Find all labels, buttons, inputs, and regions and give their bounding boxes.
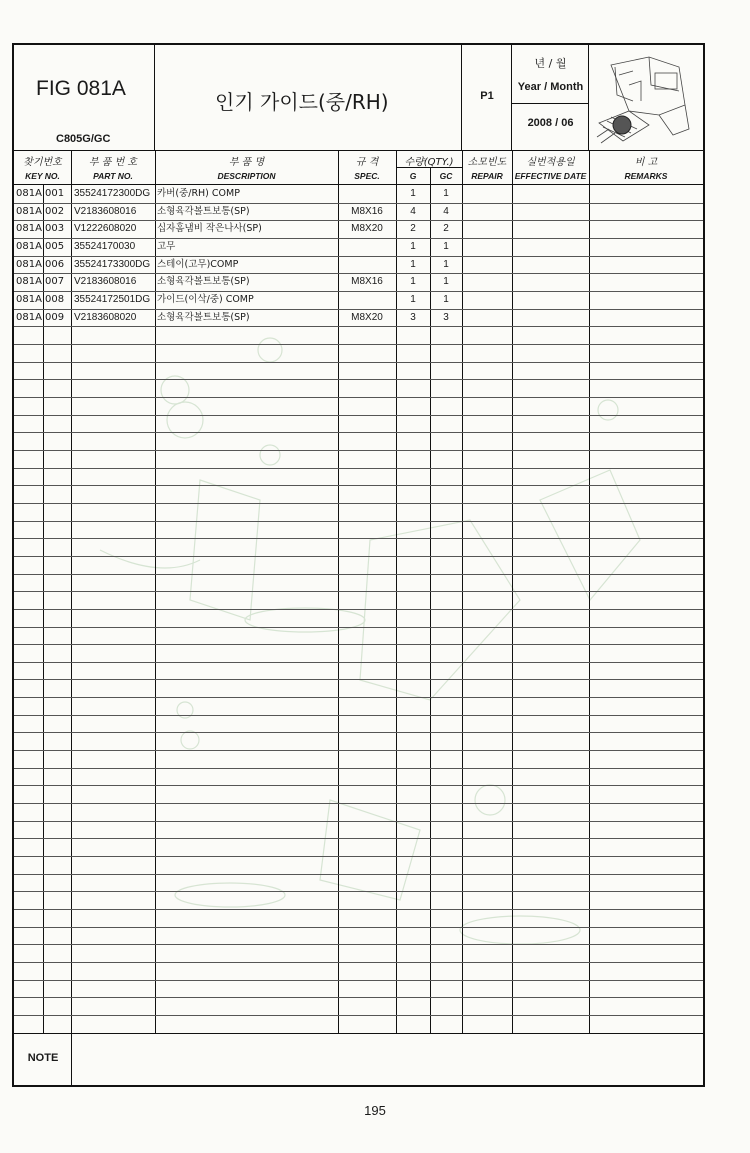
- figure-code: 081A: [16, 294, 42, 305]
- col-g: [396, 151, 430, 185]
- figure-code: 081A: [16, 206, 42, 217]
- part-number: V2183608016: [74, 206, 137, 217]
- table-row: [14, 203, 703, 220]
- col-desc-en: DESCRIPTION: [217, 171, 276, 181]
- qty-gc: 1: [443, 294, 449, 305]
- figure-code: 081A: [16, 223, 42, 234]
- col-desc-kr: 부 품 명: [228, 157, 265, 168]
- figure-code: 081A: [16, 312, 42, 323]
- qty-gc: 2: [443, 223, 449, 234]
- col-key-kr: 찾기번호: [23, 157, 62, 168]
- table-row: [14, 220, 703, 237]
- part-description: 소형육각볼트보통(SP): [157, 276, 250, 287]
- col-gc: [430, 151, 462, 185]
- qty-gc: 4: [443, 206, 449, 217]
- col-spec-kr: 규 격: [355, 157, 379, 168]
- qty-g: 4: [410, 206, 416, 217]
- figure-code: 081A: [16, 188, 42, 199]
- col-eff-kr: 실번적용일: [526, 157, 575, 168]
- year-month-cell: [512, 45, 589, 151]
- key-number: 007: [45, 276, 65, 287]
- part-description: 고무: [157, 241, 176, 252]
- table-row: [14, 185, 703, 202]
- part-description: 십자홈냄비 작은나사(SP): [157, 223, 262, 234]
- part-spec: [338, 238, 396, 255]
- col-desc: [155, 151, 338, 185]
- parts-list-sheet: [12, 43, 705, 1087]
- model-name: C805G/GC: [56, 133, 111, 145]
- key-number: 006: [45, 259, 65, 270]
- key-number: 005: [45, 241, 65, 252]
- note-label: NOTE: [27, 1052, 59, 1064]
- col-part-kr: 부 품 번 호: [88, 157, 138, 168]
- year-month-label-kr: 년 / 월: [534, 57, 567, 70]
- qty-g: 1: [410, 188, 416, 199]
- col-key-en: KEY NO.: [25, 171, 60, 181]
- part-description: 카버(중/RH) COMP: [157, 188, 240, 199]
- page-title: 인기 가이드(중/RH): [215, 90, 389, 114]
- col-repair-kr: 소모빈도: [467, 157, 507, 168]
- col-remarks-kr: 비 고: [634, 157, 658, 168]
- page-number: 195: [364, 1103, 386, 1118]
- qty-g: 1: [410, 294, 416, 305]
- part-spec: [338, 291, 396, 308]
- year-month-label-en: Year / Month: [517, 81, 584, 93]
- figure-code: 081A: [16, 276, 42, 287]
- table-row: [14, 291, 703, 308]
- col-part-en: PART NO.: [93, 171, 133, 181]
- part-description: 스테이(고무)COMP: [157, 259, 239, 270]
- key-number: 001: [45, 188, 65, 199]
- parts-table-body: [14, 185, 703, 1033]
- part-number: V2183608016: [74, 276, 137, 287]
- qty-g: 3: [410, 312, 416, 323]
- part-number: 35524173300DG: [74, 259, 151, 270]
- table-row: [14, 238, 703, 255]
- issue-date: 2008 / 06: [527, 117, 574, 129]
- part-number: V2183608020: [74, 312, 137, 323]
- part-spec: [338, 256, 396, 273]
- part-spec: M8X16: [351, 206, 383, 217]
- table-row: [14, 309, 703, 326]
- part-description: 소형육각볼트보통(SP): [157, 206, 250, 217]
- figure-number: FIG 081A: [36, 77, 126, 100]
- page-code: P1: [480, 90, 494, 102]
- qty-gc: 1: [443, 188, 449, 199]
- col-part: [71, 151, 155, 185]
- column-headers: [14, 151, 703, 185]
- combine-harvester-icon: [589, 45, 703, 151]
- figure-code: 081A: [16, 259, 42, 270]
- col-g-label: G: [409, 171, 417, 181]
- part-spec: M8X20: [351, 223, 383, 234]
- col-repair: [462, 151, 512, 185]
- col-eff-en: EFFECTIVE DATE: [514, 171, 587, 181]
- table-row: [14, 256, 703, 273]
- col-key: [14, 151, 71, 185]
- key-number: 002: [45, 206, 65, 217]
- part-description: 가이드(이삭/중) COMP: [157, 294, 254, 305]
- sheet-header: [14, 45, 703, 151]
- note-section: [14, 1033, 703, 1085]
- figure-code: 081A: [16, 241, 42, 252]
- col-spec-en: SPEC.: [354, 171, 380, 181]
- part-spec: M8X16: [351, 276, 383, 287]
- qty-gc: 3: [443, 312, 449, 323]
- part-number: 35524172300DG: [74, 188, 151, 199]
- qty-gc: 1: [443, 241, 449, 252]
- qty-gc: 1: [443, 259, 449, 270]
- page-code-cell: [462, 45, 512, 151]
- col-gc-label: GC: [439, 171, 453, 181]
- col-remarks: [589, 151, 703, 185]
- part-number: 35524172501DG: [74, 294, 151, 305]
- key-number: 009: [45, 312, 65, 323]
- part-description: 소형육각볼트보통(SP): [157, 312, 250, 323]
- col-repair-en: REPAIR: [471, 171, 503, 181]
- col-remarks-en: REMARKS: [624, 171, 668, 181]
- col-effective-date: [512, 151, 589, 185]
- col-qty-kr: 수량(QTY.): [404, 157, 454, 168]
- title-cell: [155, 45, 462, 151]
- qty-g: 1: [410, 259, 416, 270]
- key-number: 003: [45, 223, 65, 234]
- part-spec: M8X20: [351, 312, 383, 323]
- part-spec: [338, 185, 396, 202]
- machine-thumbnail-cell: [589, 45, 703, 151]
- key-number: 008: [45, 294, 65, 305]
- qty-g: 1: [410, 276, 416, 287]
- qty-g: 1: [410, 241, 416, 252]
- qty-g: 2: [410, 223, 416, 234]
- part-number: 35524170030: [74, 241, 136, 252]
- part-number: V1222608020: [74, 223, 137, 234]
- qty-gc: 1: [443, 276, 449, 287]
- figure-cell: [14, 45, 155, 151]
- table-row: [14, 273, 703, 290]
- col-spec: [338, 151, 396, 185]
